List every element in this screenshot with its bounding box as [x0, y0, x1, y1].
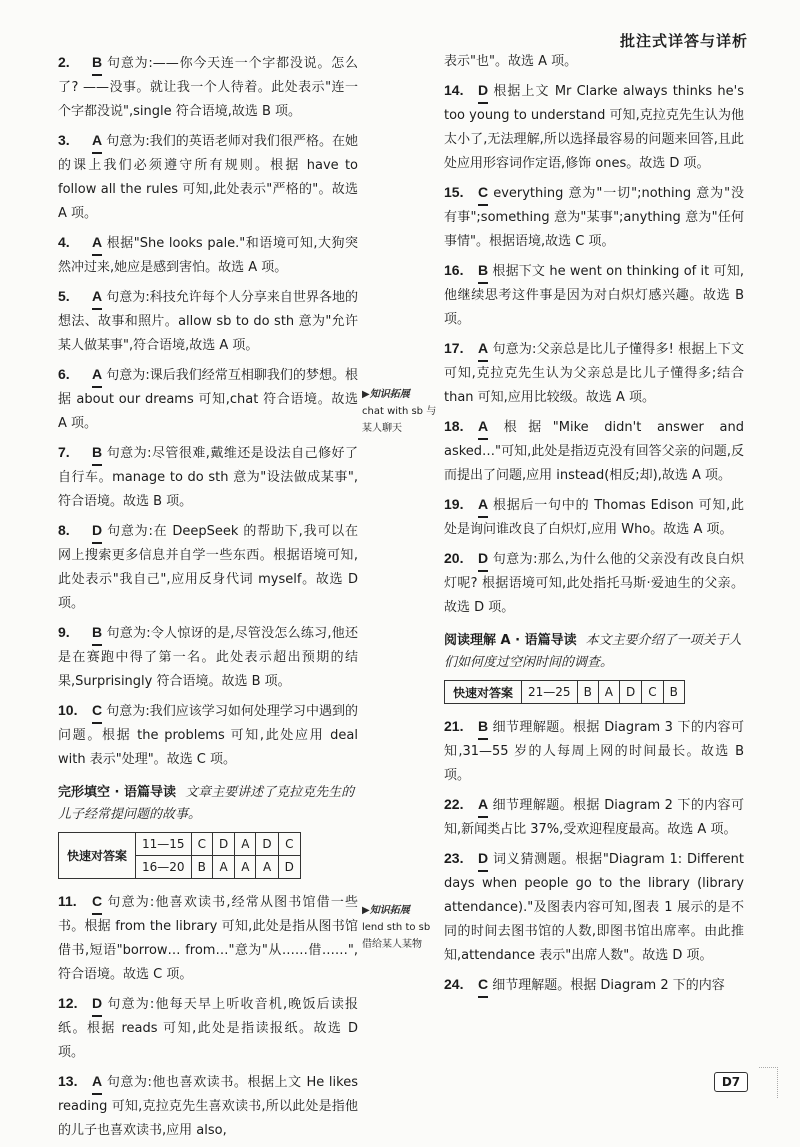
answer-letter: A: [478, 336, 488, 362]
explanation-text: 句意为:——你今天连一个字都没说。怎么了? ——没事。就让我一个人待着。此处表示"连一个字都没说",single 符合语境,故选 B 项。: [58, 56, 358, 119]
answer-entry: [58, 230, 358, 280]
answer-letter: B: [478, 258, 488, 284]
table-cell: B: [577, 681, 598, 704]
answer-letter: B: [92, 50, 102, 76]
question-number: 16.: [444, 262, 464, 278]
table-cell: 11—15: [136, 833, 192, 856]
question-number: 10.: [58, 702, 78, 718]
reading-answer-table: [444, 680, 685, 704]
answer-entry: [444, 546, 744, 620]
question-number: 6.: [58, 366, 70, 382]
table-cell: 21—25: [522, 681, 578, 704]
answer-letter: A: [92, 362, 102, 388]
explanation-text: 句意为:课后我们经常互相聊我们的梦想。根据 about our dreams 可知,chat 符合语境。故选 A 项。: [58, 368, 358, 431]
cloze-section-desc: 文章主要讲述了克拉克先生的儿子经常提问题的故事。: [58, 785, 355, 822]
question-number: 4.: [58, 234, 70, 250]
answer-entry: [58, 128, 358, 226]
explanation-text: 句意为:令人惊讶的是,尽管没怎么练习,他还是在赛跑中得了第一名。此处表示超出预期的结果,Surprisingly 符合语境。故选 B 项。: [58, 626, 358, 689]
cloze-answer-table: [58, 832, 301, 879]
note-text: chat with sb 与某人聊天: [362, 406, 437, 434]
explanation-text: 词义猜测题。根据"Diagram 1: Different days when people go to the library (library attendance)."及图表内容可知,图表 1 展示的是不同的时间去图书馆的人数,即图书馆出席率。由此推知,attendance 表示"出席人数"。故选 D 项。: [444, 852, 744, 963]
answer-letter: A: [92, 1069, 102, 1095]
answer-letter: C: [478, 180, 488, 206]
cloze-section-head: [58, 782, 358, 826]
answer-letter: D: [478, 78, 488, 104]
question-number: 7.: [58, 444, 70, 460]
knowledge-note: [362, 386, 442, 437]
answer-letter: A: [92, 284, 102, 310]
reading-section-tag: 阅读理解 A · 语篇导读: [444, 633, 577, 648]
question-number: 15.: [444, 184, 464, 200]
answer-entry: [58, 991, 358, 1065]
table-cell: A: [235, 833, 256, 856]
answer-entry: [444, 714, 744, 788]
question-number: 9.: [58, 624, 70, 640]
answer-letter: A: [478, 414, 488, 440]
answer-letter: D: [478, 846, 488, 872]
answer-letter: B: [92, 440, 102, 466]
answer-letter: B: [478, 714, 488, 740]
question-number: 18.: [444, 418, 464, 434]
explanation-text: 句意为:科技允许每个人分享来自世界各地的想法、故事和照片。allow sb to do sth 意为"允许某人做某事",符合语境,故选 A 项。: [58, 290, 358, 353]
question-number: 17.: [444, 340, 464, 356]
answer-letter: C: [92, 889, 102, 915]
table-cell: B: [191, 856, 212, 879]
question-number: 11.: [58, 893, 77, 909]
question-number: 5.: [58, 288, 70, 304]
answer-letter: C: [92, 698, 102, 724]
explanation-text: 细节理解题。根据 Diagram 3 下的内容可知,31—55 岁的人每周上网的时间最长。故选 B 项。: [444, 720, 744, 783]
answer-entry: [444, 846, 744, 968]
explanation-text: 句意为:他每天早上听收音机,晚饭后读报纸。根据 reads 可知,此处是指读报纸。故选 D 项。: [58, 997, 358, 1060]
question-number: 8.: [58, 522, 70, 538]
arrow-icon: ▶: [362, 905, 370, 916]
answer-entry: [58, 50, 358, 124]
question-number: 22.: [444, 796, 464, 812]
knowledge-note: [362, 902, 442, 953]
explanation-text: 根据后一句中的 Thomas Edison 可知,此处是询问谁改良了白炽灯,应用 Who。故选 A 项。: [444, 498, 744, 537]
table-cell: A: [235, 856, 256, 879]
table-cell: A: [598, 681, 619, 704]
answer-letter: D: [478, 546, 488, 572]
table-cell: D: [212, 833, 234, 856]
answer-entry: [444, 336, 744, 410]
explanation-text: 句意为:他喜欢读书,经常从图书馆借一些书。根据 from the library 可知,此处是指从图书馆借书,短语"borrow… from…"意为"从……借……",符合语境。故选 C 项。: [58, 895, 358, 982]
answer-entry: [444, 180, 744, 254]
answer-letter: A: [478, 792, 488, 818]
table-label: 快速对答案: [445, 681, 522, 704]
table-cell: D: [256, 833, 278, 856]
answer-letter: A: [92, 128, 102, 154]
answer-letter: D: [92, 991, 102, 1017]
table-cell: C: [191, 833, 212, 856]
explanation-text: 根据"She looks pale."和语境可知,大狗突然冲过来,她应是感到害怕。故选 A 项。: [58, 236, 358, 275]
explanation-text: 细节理解题。根据 Diagram 2 下的内容: [488, 978, 725, 993]
note-title: 知识拓展: [369, 389, 410, 400]
answer-letter: B: [92, 620, 102, 646]
explanation-text: 句意为:在 DeepSeek 的帮助下,我可以在网上搜索更多信息并自学一些东西。根据语境可知,此处表示"我自己",应用反身代词 myself。故选 D 项。: [58, 524, 358, 611]
table-cell: C: [642, 681, 663, 704]
answer-entry: [58, 440, 358, 514]
table-cell: D: [278, 856, 300, 879]
answer-entry: [444, 792, 744, 842]
explanation-text: 句意为:父亲总是比儿子懂得多! 根据上下文可知,克拉克先生认为父亲总是比儿子懂得多;结合 than 可知,应用比较级。故选 A 项。: [444, 342, 744, 405]
page-title: 批注式详答与详析: [619, 32, 748, 50]
answer-entry: [444, 492, 744, 542]
table-cell: 16—20: [136, 856, 192, 879]
answer-entry: [58, 518, 358, 616]
answer-entry: [58, 362, 358, 436]
answer-entry: [58, 620, 358, 694]
table-label: 快速对答案: [59, 833, 136, 879]
answer-entry: [444, 258, 744, 332]
explanation-text: 根据下文 he went on thinking of it 可知,他继续思考这件事是因为对白炽灯感兴趣。故选 B 项。: [444, 264, 744, 327]
answer-entry: [58, 698, 358, 772]
explanation-text: 细节理解题。根据 Diagram 2 下的内容可知,新闻类占比 37%,受欢迎程度最高。故选 A 项。: [444, 798, 744, 837]
question-number: 23.: [444, 850, 464, 866]
answer-entry: [58, 284, 358, 358]
answer-entry: [444, 414, 744, 488]
note-title: 知识拓展: [369, 905, 410, 916]
reading-section-head: [444, 630, 744, 674]
answer-letter: A: [92, 230, 102, 256]
question-number: 2.: [58, 54, 70, 70]
answer-entry: [444, 50, 744, 74]
answer-letter: D: [92, 518, 102, 544]
right-column: [444, 50, 744, 1002]
cloze-section-tag: 完形填空 · 语篇导读: [58, 785, 176, 800]
question-number: 21.: [444, 718, 464, 734]
table-cell: C: [278, 833, 300, 856]
page-corner-decoration: [759, 1067, 778, 1098]
explanation-text: 表示"也"。故选 A 项。: [444, 54, 578, 69]
answer-letter: A: [478, 492, 488, 518]
table-cell: A: [212, 856, 234, 879]
question-number: 13.: [58, 1073, 78, 1089]
answer-entry: [444, 972, 744, 998]
explanation-text: 句意为:我们的英语老师对我们很严格。在她的课上我们必须遵守所有规则。根据 have to follow all the rules 可知,此处表示"严格的"。故选 A 项。: [58, 134, 358, 221]
explanation-text: 句意为:我们应该学习如何处理学习中遇到的问题。根据 the problems 可知,此处应用 deal with 表示"处理"。故选 C 项。: [58, 704, 358, 767]
explanation-text: 句意为:那么,为什么他的父亲没有改良白炽灯呢? 根据语境可知,此处指托马斯·爱迪生的父亲。故选 D 项。: [444, 552, 744, 615]
left-column: [58, 50, 358, 1147]
question-number: 19.: [444, 496, 464, 512]
note-text: lend sth to sb 借给某人某物: [362, 922, 431, 950]
table-cell: B: [663, 681, 684, 704]
question-number: 12.: [58, 995, 78, 1011]
question-number: 24.: [444, 976, 464, 992]
explanation-text: 句意为:他也喜欢读书。根据上文 He likes reading 可知,克拉克先生喜欢读书,所以此处是指他的儿子也喜欢读书,应用 also,: [58, 1075, 358, 1138]
question-number: 3.: [58, 132, 70, 148]
table-cell: A: [256, 856, 278, 879]
question-number: 14.: [444, 82, 464, 98]
explanation-text: 根据上文 Mr Clarke always thinks he's too young to understand 可知,克拉克先生认为他太小了,无法理解,所以选择最容易的问题来回答,且此处应用形容词作定语,修饰 ones。故选 D 项。: [444, 84, 744, 171]
explanation-text: 句意为:尽管很难,戴维还是设法自己修好了自行车。manage to do sth 意为"设法做成某事",符合语境。故选 B 项。: [58, 446, 358, 509]
page-number: D7: [714, 1072, 748, 1092]
answer-entry: [444, 78, 744, 176]
arrow-icon: ▶: [362, 389, 370, 400]
question-number: 20.: [444, 550, 464, 566]
reading-section-desc: 本文主要介绍了一项关于人们如何度过空闲时间的调查。: [444, 633, 742, 670]
explanation-text: 根据"Mike didn't answer and asked…"可知,此处是指迈克没有回答父亲的问题,反而提出了问题,应用 instead(相反;却),故选 A 项。: [444, 420, 744, 483]
explanation-text: everything 意为"一切";nothing 意为"没有事";something 意为"某事";anything 意为"任何事情"。根据语境,故选 C 项。: [444, 186, 744, 249]
table-cell: D: [620, 681, 642, 704]
answer-letter: C: [478, 972, 488, 998]
answer-entry: [58, 889, 358, 987]
